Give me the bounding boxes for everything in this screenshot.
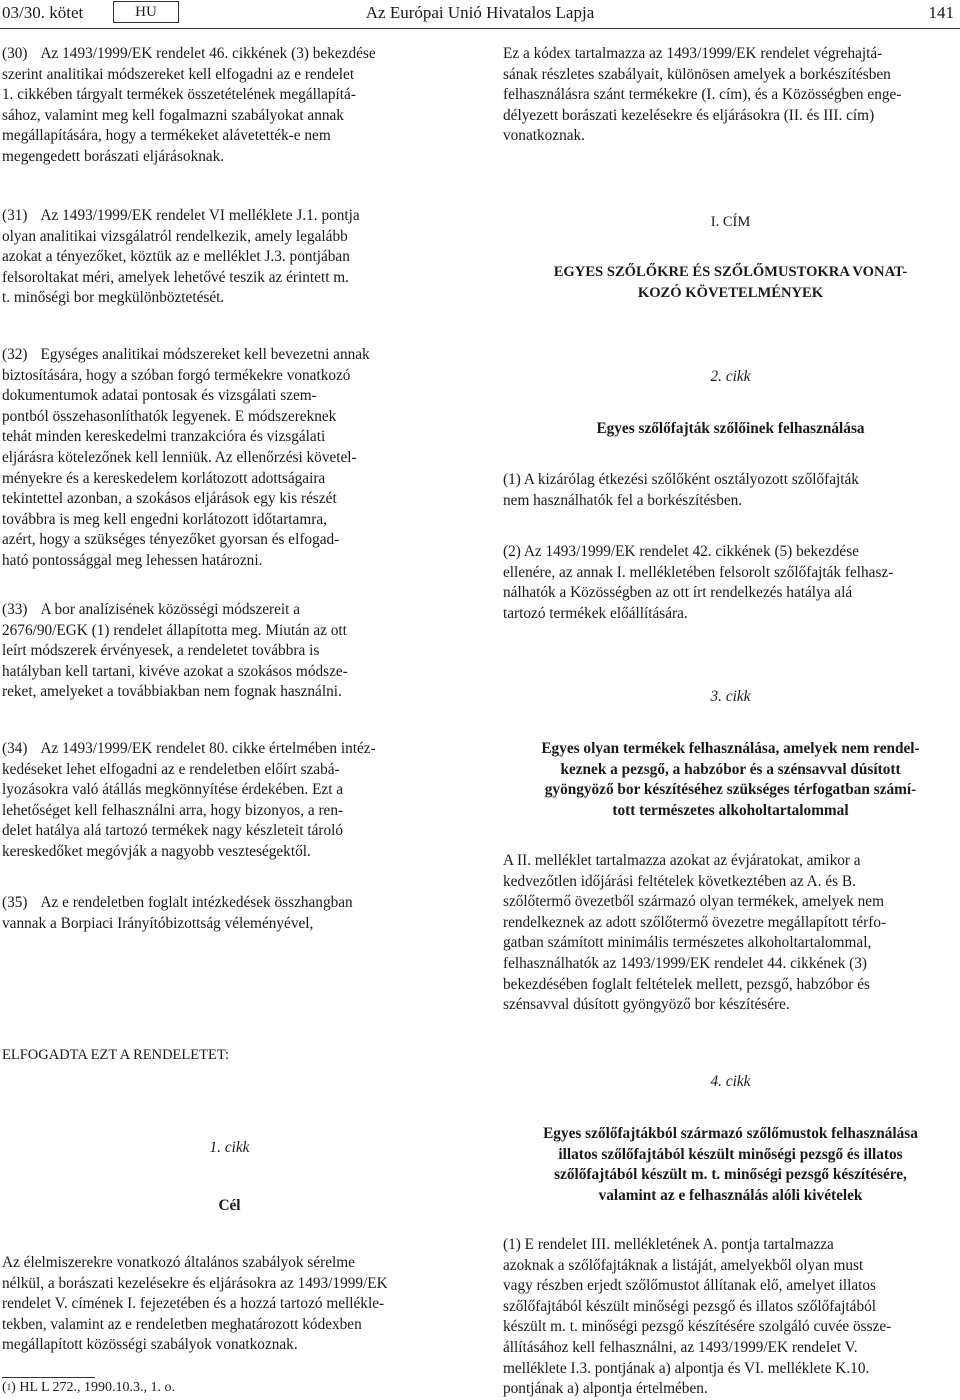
recital-33 (2, 600, 457, 703)
recital-number: (31) (2, 207, 28, 224)
recital-text: azért, hogy a szükséges tényezőket gyorsan és elfogad- (2, 531, 340, 549)
title-heading (503, 262, 958, 303)
recital-number: (33) (2, 601, 28, 618)
article-text: készült m. t. minőségi pezsgő készítésére szolgáló cuvée össze- (503, 1318, 892, 1336)
recital-text: Az 1493/1999/EK rendelet 46. cikkének (3) bekezdése (40, 45, 376, 62)
journal-title: Az Európai Unió Hivatalos Lapja (365, 3, 595, 22)
code-intro (503, 44, 958, 147)
recital-text: hatályban kell tartani, kivéve azokat a szokásos módsze- (2, 662, 348, 680)
recital-line (2, 739, 457, 760)
article-4-title (503, 1124, 958, 1206)
article-text: szőlőtermő övezetből származó olyan termékek, amelyek nem (503, 893, 884, 911)
title-line: gyöngyöző bor készítéséhez szükséges térfogatban számí- (544, 781, 917, 799)
language-badge: HU (113, 1, 179, 23)
footnote: ($^1$) HL L 272., 1990.10.3., 1. o. (2, 1380, 176, 1395)
recital-text: sához, valamint meg kell fogalmazni szabályokat annak (2, 106, 344, 124)
recital-text: azokat a tényezőket, köztük az e melléklet J.3. pontjában (2, 248, 350, 266)
article-4-number: 4. cikk (710, 1073, 751, 1090)
recital-30 (2, 44, 457, 168)
article-text: (1) E rendelet III. mellékletének A. pontja tartalmazza (503, 1236, 834, 1253)
adopted-statement: ELFOGADTA EZT A RENDELETET: (2, 1047, 230, 1063)
intro-text: délyezett borászati kezelésekre és eljárásokra (II. és III. cím) (503, 106, 875, 124)
article-text: tekben, valamint az e rendeletben meghatározott kódexben (2, 1315, 362, 1333)
article-2-title: Egyes szőlőfajták szőlőinek felhasználása (596, 420, 865, 437)
recital-text: Az 1493/1999/EK rendelet 80. cikke értelmében intéz- (40, 740, 376, 757)
title-line: Egyes szőlőfajtákból származó szőlőmustok felhasználása (543, 1125, 918, 1142)
recital-text: dokumentumok adatai pontosak és vizsgálati szem- (2, 387, 317, 405)
recital-number: (35) (2, 894, 28, 911)
recital-text: lehetőséget kell felhasználni arra, hogy bizonyos, a ren- (2, 801, 344, 819)
article-text: vagy részben erjedt szőlőmustot állítanak elő, amelyet illatos (503, 1277, 876, 1295)
title-line: Egyes olyan termékek felhasználása, amelyek nem rendel- (541, 740, 920, 757)
recital-text: megállapítására, hogy a termékeket alávetették-e nem (2, 127, 331, 145)
recital-text: 1. cikkében tárgyalt termékek összetételének megállapítá- (2, 86, 356, 104)
footnote-divider (2, 1377, 95, 1378)
article-text: azoknak a szőlőfajtáknak a listáját, amelyekből olyan must (503, 1256, 864, 1274)
article-text: kedvezőtlen időjárási feltételek következtében az A. és B. (503, 872, 856, 890)
article-1-number: 1. cikk (209, 1139, 250, 1156)
issue-label: 03/30. kötet (2, 3, 84, 22)
title-number: I. CÍM (710, 214, 751, 230)
recital-text: ható pontossággal meg lehessen határozni. (2, 551, 263, 569)
title-line: szőlőfajtából készült m. t. minőségi pezsgő készítésére, (554, 1166, 907, 1184)
title-line: KOZÓ KÖVETELMÉNYEK (637, 284, 824, 301)
article-text: felhasználhatók az 1493/1999/EK rendelet 44. cikkének (3) (503, 954, 868, 972)
recital-line (2, 44, 457, 65)
article-3-body (503, 851, 958, 1016)
article-text: állításához kell felhasználni, az 1493/1999/EK rendelet V. (503, 1338, 858, 1356)
article-text: pontjának a) alpontja értelmében. (503, 1380, 708, 1398)
recital-text: A bor analízisének közösségi módszereit a (40, 601, 301, 618)
intro-text: sának részletes szabályait, különösen amelyek a borkészítésben (503, 65, 891, 83)
recital-line (2, 206, 457, 227)
article-text: nem használhatók fel a borkészítésben. (503, 491, 743, 509)
recital-text: kereskedőket megóvják a nagyobb veszteségektől. (2, 842, 311, 860)
recital-text: t. minőségi bor megkülönböztetését. (2, 289, 225, 307)
article-2-number: 2. cikk (710, 368, 751, 385)
recital-34 (2, 739, 457, 863)
article-text: szénsavval dúsított gyöngyöző bor készítésére. (503, 996, 790, 1014)
recital-line (2, 345, 457, 366)
page-header (0, 0, 960, 29)
recital-number: (30) (2, 45, 28, 62)
recital-32 (2, 345, 457, 572)
article-text: rendelet V. címének I. fejezetében és a hozzá tartozó mellékle- (2, 1295, 385, 1313)
page-number: 141 (928, 3, 954, 22)
article-text: nélkül, a borászati kezelésekre és eljárásokra az 1493/1999/EK (2, 1274, 388, 1292)
recital-text: 2676/90/EGK (1) rendelet állapította meg. Miután az ott (2, 621, 347, 639)
article-3-title (503, 739, 958, 821)
article-text: rendelkeznek az adott szőlőtermő övezetre megállapított térfo- (503, 913, 887, 931)
recital-text: lyozásokra való átállás megkönnyítése érdekében. Ezt a (2, 781, 344, 799)
title-line: EGYES SZŐLŐKRE ÉS SZŐLŐMUSTOKRA VONAT- (553, 264, 908, 280)
article-3-number: 3. cikk (710, 688, 751, 705)
article-1-title: Cél (218, 1197, 241, 1214)
article-text: gatban számított minimális természetes alkoholtartalommal, (503, 934, 872, 952)
title-line: keznek a pezsgő, a habzóbor és a szénsavval dúsított (560, 760, 901, 778)
article-text: A II. melléklet tartalmazza azokat az évjáratokat, amikor a (503, 852, 861, 869)
article-text: megállapított közösségi szabályok vonatkoznak. (2, 1336, 298, 1354)
article-text: bekezdésében foglalt feltételek mellett, pezsgő, habzóbor és (503, 975, 870, 993)
article-text: melléklete I.3. pontjának a) alpontja és VI. melléklete K.10. (503, 1359, 870, 1377)
footnote-text: HL L 272., 1990.10.3., 1. o. (19, 1380, 176, 1395)
recital-text: leírt módszerek érvényesek, a rendeletet továbbra is (2, 642, 320, 660)
recital-31 (2, 206, 457, 309)
recital-text: delet hatálya alá tartozó termékek nagy készleteit tároló (2, 822, 344, 840)
article-text: (1) A kizárólag étkezési szőlőként osztályozott szőlőfajták (503, 471, 859, 488)
footnote-mark: 1 (6, 1382, 12, 1392)
title-line: tott természetes alkoholtartalommal (612, 801, 849, 819)
intro-text: vonatkoznak. (503, 127, 585, 145)
recital-text: reket, amelyeket a továbbiakban nem fognak használni. (2, 683, 342, 701)
recital-text: kedéseket lehet elfogadni az e rendeletben előírt szabá- (2, 760, 340, 778)
recital-text: felsoroltakat méri, amelyek lehetővé teszik az érintett m. (2, 268, 350, 286)
article-text: tartozó termékek előállítására. (503, 604, 688, 622)
title-line: illatos szőlőfajtából készült minőségi pezsgő és illatos (558, 1145, 903, 1163)
article-text: ellenére, az annak I. mellékletében felsorolt szőlőfajták felhasz- (503, 563, 894, 581)
article-2-para-1 (503, 470, 958, 511)
intro-text: felhasználásra szánt termékekre (I. cím), és a Közösségben enge- (503, 86, 902, 104)
recital-text: Az e rendeletben foglalt intézkedések összhangban (40, 894, 353, 911)
recital-text: tehát minden kereskedelmi tranzakcióra és vizsgálati (2, 428, 326, 446)
recital-text: szerint analitikai módszereket kell elfogadni az e rendelet (2, 65, 355, 83)
recital-35 (2, 893, 457, 934)
recital-text: Egységes analitikai módszereket kell bevezetni annak (40, 346, 370, 363)
article-1-body (2, 1253, 457, 1356)
recital-text: Az 1493/1999/EK rendelet VI melléklete J.1. pontja (40, 207, 360, 224)
article-text: Az élelmiszerekre vonatkozó általános szabályok sérelme (2, 1254, 355, 1271)
title-line: valamint az e felhasználás alóli kivételek (598, 1186, 863, 1204)
article-text: szőlőfajtából készült minőségi pezsgő és illatos szőlőfajtából (503, 1297, 876, 1315)
recital-number: (34) (2, 740, 28, 757)
intro-text: Ez a kódex tartalmazza az 1493/1999/EK rendelet végrehajtá- (503, 45, 883, 62)
article-2-para-2 (503, 542, 958, 624)
recital-text: ményekre és a kereskedelem korlátozott adottságaira (2, 469, 326, 487)
article-text: (2) Az 1493/1999/EK rendelet 42. cikkének (5) bekezdése (503, 543, 859, 560)
recital-text: biztosítására, hogy a szóban forgó termékekre vonatkozó (2, 366, 351, 384)
recital-line (2, 600, 457, 621)
recital-line (2, 893, 457, 914)
recital-text: vannak a Borpiaci Irányítóbizottság véleményével, (2, 914, 314, 932)
recital-text: tekintettel azonban, a szokásos eljárások egy kis részét (2, 490, 337, 508)
article-text: nálhatók a Közösségben az ott írt rendelkezés hatálya alá (503, 584, 853, 602)
recital-text: eljárásra kötelezőnek kell lenniük. Az ellenőrzési követel- (2, 448, 357, 466)
recital-text: olyan analitikai vizsgálatról rendelkezik, amely legalább (2, 227, 348, 245)
article-4-body (503, 1235, 958, 1400)
recital-number: (32) (2, 346, 28, 363)
recital-text: továbbra is meg kell engedni korlátozott időtartamra, (2, 510, 327, 528)
recital-text: megengedett borászati eljárásoknak. (2, 147, 225, 165)
recital-text: pontból összehasonlíthatók legyenek. E módszereknek (2, 407, 337, 425)
